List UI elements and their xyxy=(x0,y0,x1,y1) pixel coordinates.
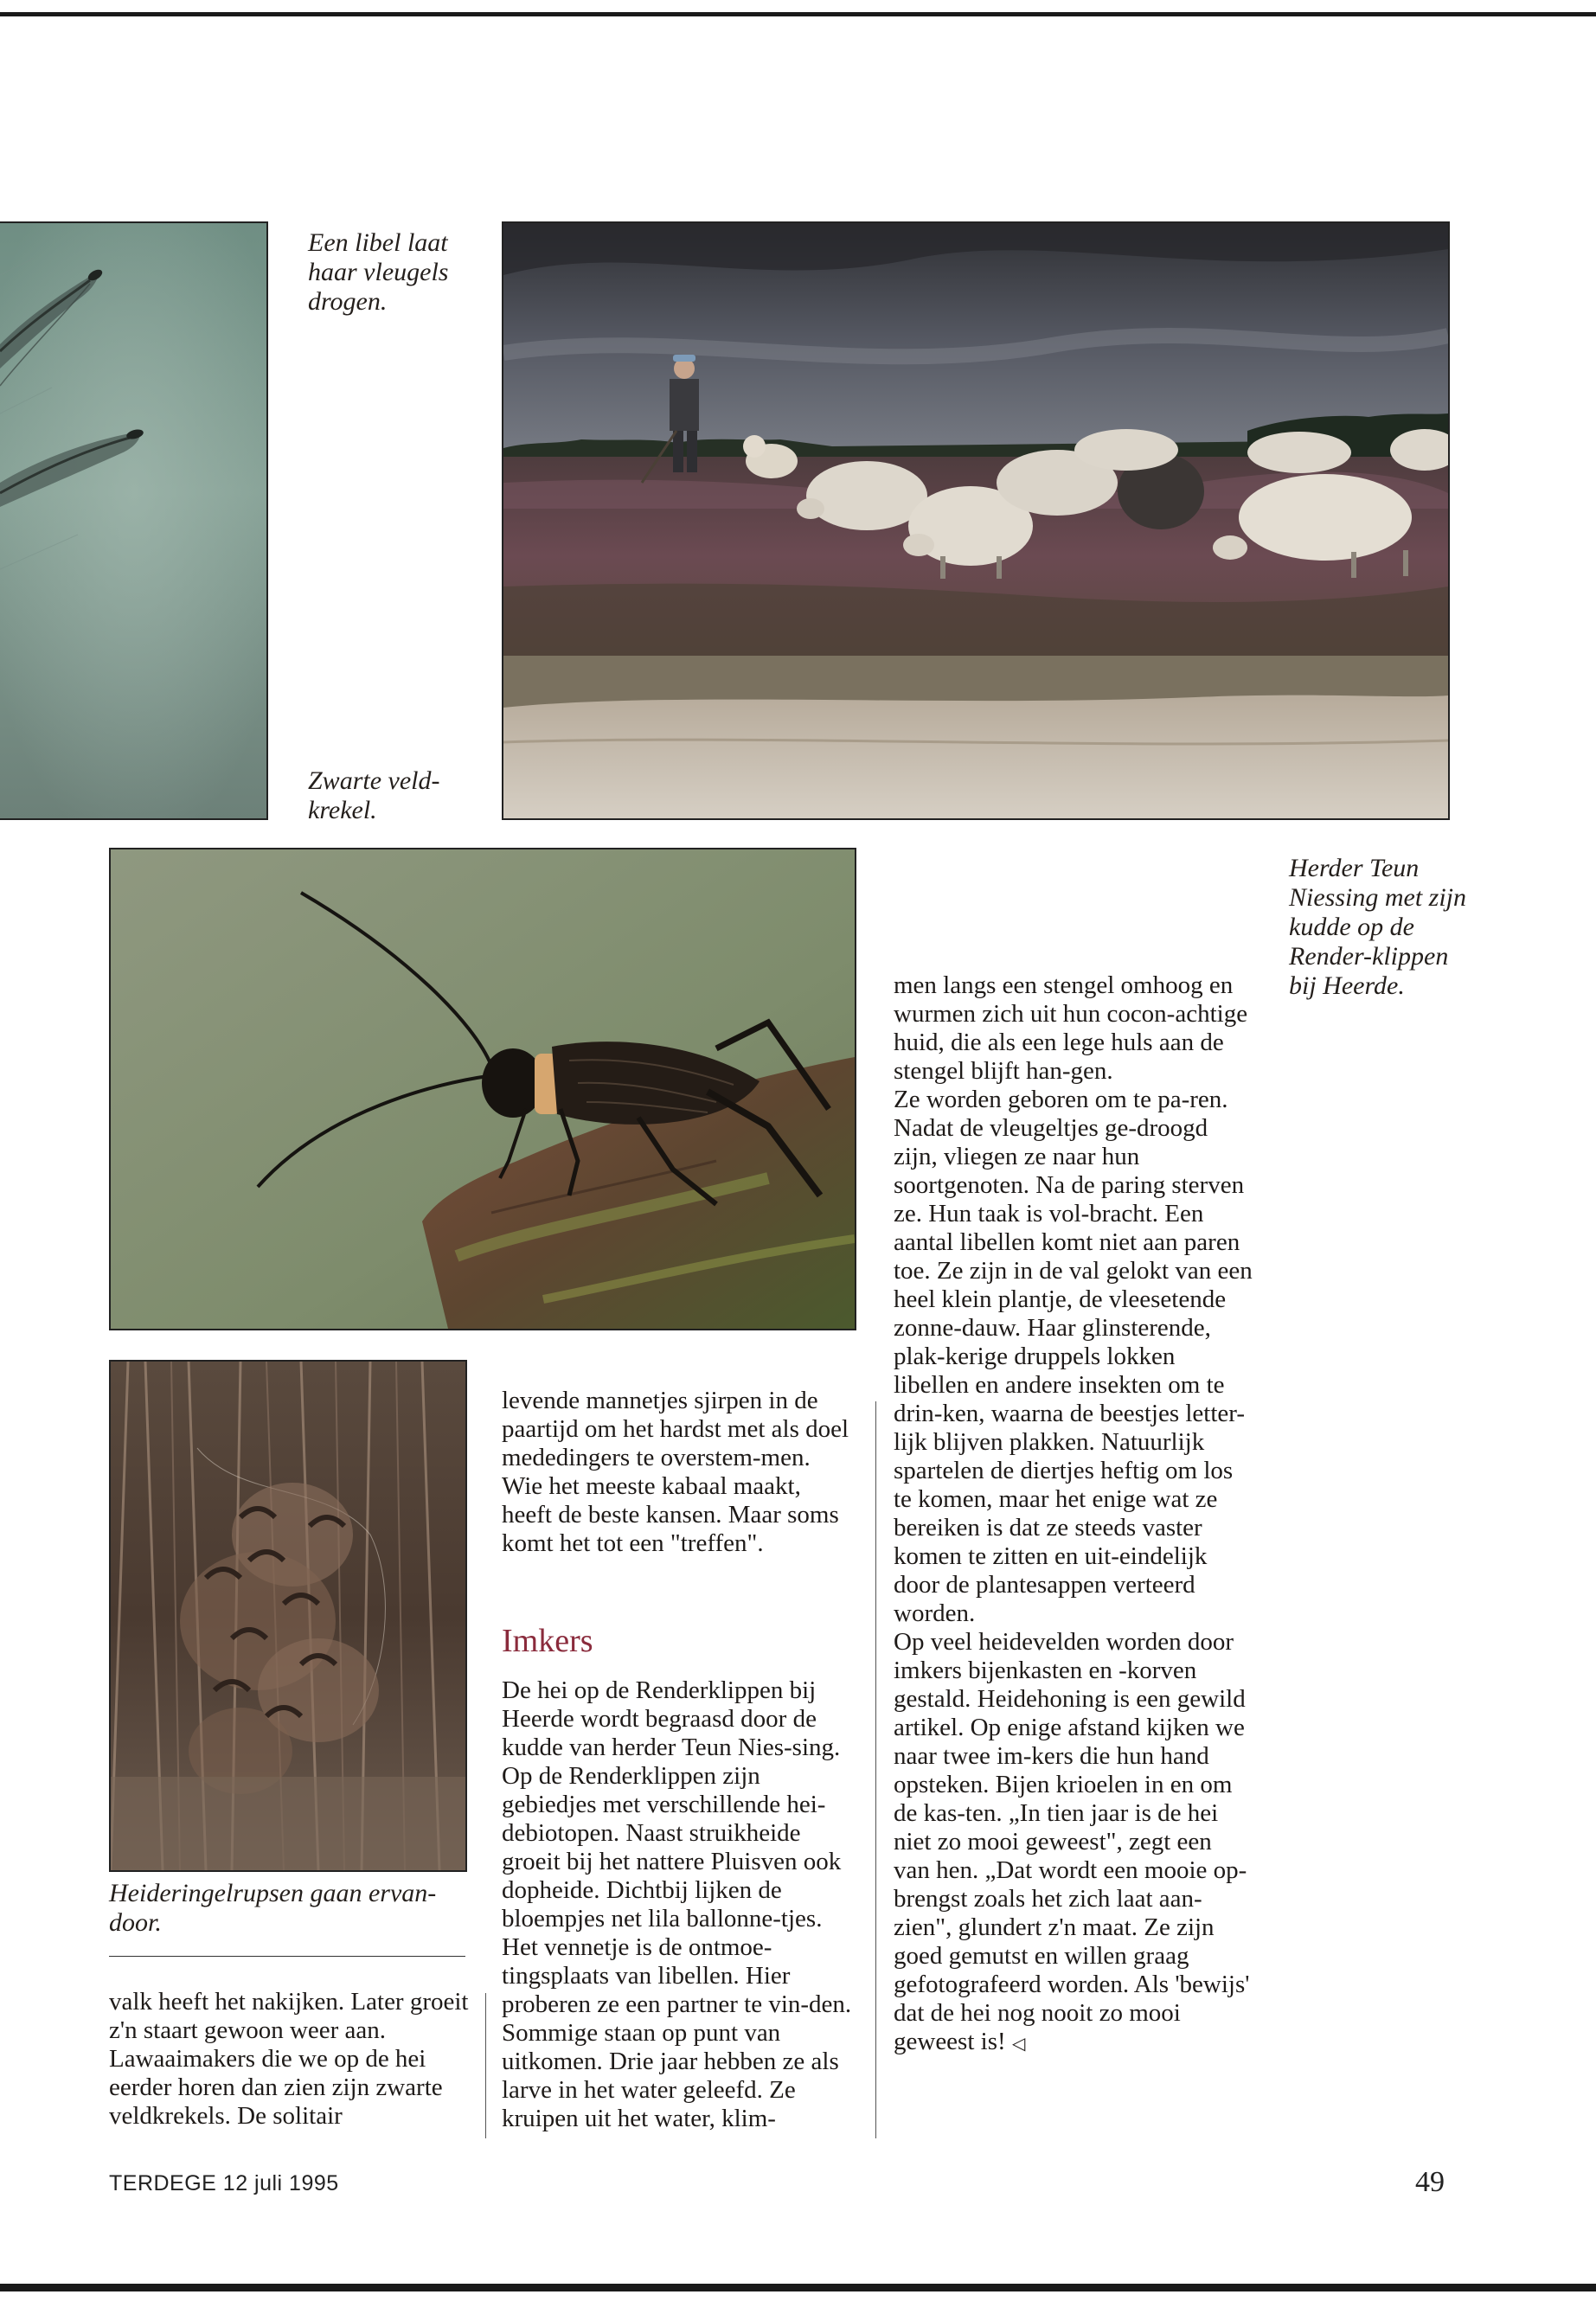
caption-divider xyxy=(109,1956,465,1957)
shepherd-photo xyxy=(502,221,1450,820)
caption-cricket: Zwarte veld-krekel. xyxy=(308,766,440,824)
footer-publication: TERDEGE 12 juli 1995 xyxy=(109,2171,339,2195)
caption-dragonfly: Een libel laat haar vleugels drogen. xyxy=(308,228,449,316)
column-middle-bottom xyxy=(502,1676,856,2133)
dragonfly-image xyxy=(0,223,268,820)
paragraph: valk heeft het nakijken. Later groeit z'n staart gewoon weer aan. Lawaaimakers die we op de hei eerder horen dan zien zijn zwarte veldkrekels. De solitair xyxy=(109,1988,469,2130)
column-divider-right xyxy=(875,1401,876,2138)
paragraph-text: Op veel heidevelden worden door imkers bijenkasten en -korven gestald. Heidehoning is een gewild artikel. Op enige afstand kijken we naar twee im-kers die hun hand opsteken. Bijen krioelen in en om de kas-ten. „In tien jaar is de hei niet zo mooi geweest", zegt een van hen. „Dat wordt een mooie op-brengst zoals het zich laat aan-zien", glundert z'n maat. Ze zijn goed gemutst en willen graag gefotografeerd worden. Als 'bewijs' dat de hei nog nooit zo mooi geweest is! xyxy=(894,1628,1250,2055)
section-heading-imkers: Imkers xyxy=(502,1623,593,1659)
paragraph: De hei op de Renderklippen bij Heerde wordt begraasd door de kudde van herder Teun Nies-sing. Op de Renderklippen zijn gebiedjes met verschillende hei-debiotopen. Naast struikheide groeit bij het nattere Pluisven ook dopheide. Dichtbij lijken de bloempjes net lila ballonne-tjes. Het vennetje is de ontmoe-tingsplaats van libellen. Hier proberen ze een partner te vin-den. Sommige staan op punt van uitkomen. Drie jaar hebben ze als larve in het water geleefd. Ze kruipen uit het water, klim- xyxy=(502,1676,852,2132)
column-divider-left xyxy=(485,1993,486,2138)
cricket-image xyxy=(111,849,855,1329)
cricket-photo xyxy=(109,848,856,1330)
column-right xyxy=(894,971,1253,2059)
paragraph: levende mannetjes sjirpen in de paartijd om het hardst met als doel mededingers te overstem-men. Wie het meeste kabaal maakt, heeft de beste kansen. Maar soms komt het tot een "treffen". xyxy=(502,1387,849,1557)
paragraph: men langs een stengel omhoog en wurmen zich uit hun cocon-achtige huid, die als een lege huls aan de stengel blijft han-gen. xyxy=(894,971,1248,1085)
paragraph: Ze worden geboren om te pa-ren. Nadat de vleugeltjes ge-droogd zijn, vliegen ze naar hun soortgenoten. Na de paring sterven ze. Hun taak is vol-bracht. Een aantal libellen komt niet aan paren toe. Ze zijn in de val gelokt van een heel klein plantje, de vleesetende zonne-dauw. Haar glinsterende, plak-kerige druppels lokken libellen en andere insekten om te drin-ken, waarna de beestjes letter-lijk blijven plakken. Natuurlijk spartelen de diertjes heftig om los te komen, maar het enige wat ze bereiken is dat ze steeds vaster komen te zitten en uit-eindelijk door de plantesappen verteerd worden. xyxy=(894,1086,1253,1627)
caption-shepherd: Herder Teun Niessing met zijn kudde op de Render-klippen bij Heerde. xyxy=(1289,854,1467,1000)
paragraph xyxy=(894,1628,1253,2059)
column-left-bottom xyxy=(109,1988,481,2131)
end-mark-icon: ◁ xyxy=(1011,2035,1026,2054)
shepherd-image xyxy=(503,223,1448,818)
caterpillars-image xyxy=(111,1362,465,1870)
bottom-border xyxy=(0,2284,1596,2291)
caption-caterpillars: Heideringelrupsen gaan ervan-door. xyxy=(109,1879,437,1937)
page-number: 49 xyxy=(1415,2166,1445,2198)
column-middle-top xyxy=(502,1387,856,1558)
caterpillars-photo xyxy=(109,1360,467,1872)
top-border xyxy=(0,12,1596,16)
dragonfly-photo xyxy=(0,221,268,820)
